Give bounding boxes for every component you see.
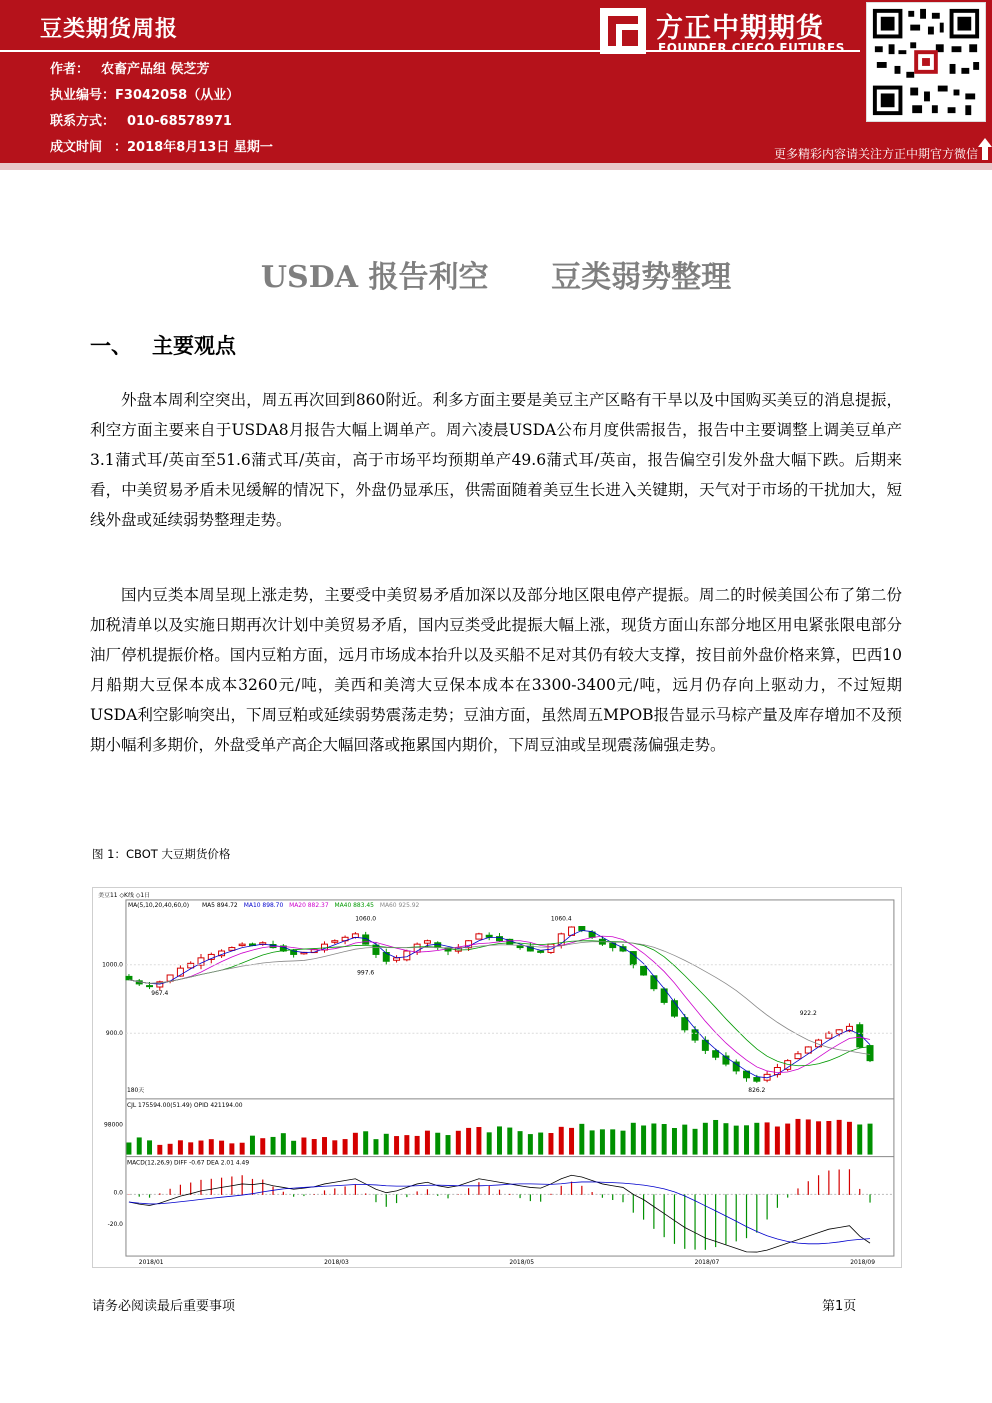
oi-tick-label: 98000 <box>104 1121 123 1129</box>
macd-bar <box>314 1194 315 1195</box>
oi-bar <box>322 1137 327 1155</box>
oi-bar <box>168 1144 173 1155</box>
oi-bar <box>744 1125 749 1154</box>
macd-bar <box>715 1194 716 1247</box>
price-annotation: 826.2 <box>748 1086 766 1094</box>
macd-bar <box>869 1194 870 1202</box>
macd-bar <box>777 1194 778 1207</box>
price-tick-label: 900.0 <box>105 1030 123 1038</box>
meta-date <box>50 136 273 155</box>
macd-bar <box>190 1183 191 1195</box>
macd-bar <box>736 1194 737 1241</box>
macd-bar <box>643 1194 644 1219</box>
candle-body <box>641 966 647 975</box>
price-annotation: 1060.4 <box>550 915 572 923</box>
oi-bar <box>682 1125 687 1155</box>
oi-bar <box>157 1145 162 1155</box>
x-tick-label: 2018/03 <box>324 1259 349 1267</box>
macd-bar <box>849 1169 850 1195</box>
candle-body <box>651 976 657 989</box>
oi-bar <box>487 1132 492 1154</box>
macd-bar <box>571 1182 572 1195</box>
meta-contact <box>50 110 232 129</box>
oi-bar <box>868 1124 873 1155</box>
price-panel-header: 美豆11 ◇K线 ◇1日 <box>98 891 151 899</box>
founder-logo-icon <box>600 8 646 54</box>
candle-body <box>857 1025 863 1047</box>
paragraph-domestic-market: 国内豆类本周呈现上涨走势，主要受中美贸易矛盾加深以及部分地区限电停产提振。周二的时候美国公布了第二份加税清单以及实施日期再次计划中美贸易矛盾，国内豆类受此提振大幅上涨，现货方面山东部分地区用电紧张限电部分油厂停机提振价格。国内豆粕方面，远月市场成本抬升以及买船不足对其仍有较大支撑，按目前外盘价格来算，巴西10月船期大豆保本成本3260元/吨，美西和美湾大豆保本成本在3300-3400元/吨，远月仍存向上驱动力，不过短期USDA利空影响突出，下周豆粕或延续弱势震荡走势；豆油方面，虽然周五MPOB报告显示马棕产量及库存增加不及预期小幅利多期价，外盘受单产高企大幅回落或拖累国内期价，下周豆油或呈现震荡偏强走势。 <box>90 586 902 754</box>
macd-bar <box>344 1186 345 1194</box>
oi-bar <box>610 1129 615 1154</box>
macd-bar <box>818 1175 819 1195</box>
price-tick-label: 1000.0 <box>102 961 123 969</box>
ma-legend-item: MA(5,10,20,40,60,0) <box>127 901 190 909</box>
oi-bar <box>312 1139 317 1155</box>
oi-bar <box>497 1126 502 1154</box>
macd-bar <box>468 1188 469 1195</box>
oi-bar <box>219 1141 224 1155</box>
section-number: 一、 <box>90 334 132 358</box>
oi-bar <box>178 1140 183 1154</box>
candle-body <box>867 1046 873 1061</box>
oi-bar <box>837 1120 842 1155</box>
macd-bar <box>499 1190 500 1195</box>
macd-bar <box>200 1180 201 1195</box>
macd-bar <box>489 1186 490 1195</box>
oi-bar <box>621 1131 626 1155</box>
footer-disclaimer: 请务必阅读最后重要事项 <box>92 1299 236 1314</box>
macd-bar <box>262 1180 263 1195</box>
macd-bar <box>561 1186 562 1195</box>
macd-bar <box>180 1185 181 1195</box>
macd-bar <box>211 1179 212 1195</box>
macd-bar <box>519 1194 520 1198</box>
candle-body <box>476 934 482 939</box>
macd-bar <box>694 1194 695 1249</box>
macd-bar <box>447 1194 448 1198</box>
macd-bar <box>283 1192 284 1195</box>
oi-bar <box>394 1136 399 1155</box>
oi-bar <box>723 1123 728 1154</box>
report-title: USDA 报告利空 豆类弱势整理 <box>260 260 732 295</box>
candle-body <box>754 1078 760 1082</box>
oi-bar <box>240 1143 245 1155</box>
oi-bar <box>693 1129 698 1155</box>
oi-bar <box>281 1133 286 1154</box>
ma-legend-item: MA5 894.72 <box>201 901 238 909</box>
paragraph-external-market: 外盘本周利空突出，周五再次回到860附近。利多方面主要是美豆主产区略有干旱以及中国购买美豆的消息提振，利空方面主要来自于USDA8月报告大幅上调单产。周六凌晨USDA公布月度供需报告，报告中主要调整上调美豆单产3.1蒲式耳/英亩至51.6蒲式耳/英亩，高于市场平均预期单产49.6蒲式耳/英亩，报告偏空引发外盘大幅下跌。后期来看，中美贸易矛盾未见缓解的情况下，外盘仍显承压，供需面随着美豆生长进入关键期，天气对于市场的干扰加大，短线外盘或延续弱势整理走势。 <box>90 391 902 529</box>
candle-body <box>795 1054 801 1059</box>
macd-bar <box>406 1194 407 1197</box>
meta-license-label: 执业编号： <box>50 88 116 103</box>
oi-bar <box>373 1139 378 1154</box>
oi-bar <box>209 1139 214 1154</box>
macd-bar <box>787 1194 788 1197</box>
price-annotation: 922.2 <box>799 1010 817 1018</box>
oi-bar <box>590 1130 595 1154</box>
price-annotation: 967.4 <box>151 990 169 998</box>
footer-page-number: 第1页 <box>822 1299 857 1314</box>
macd-bar <box>839 1170 840 1195</box>
meta-license-value: F3042058（从业） <box>115 88 240 103</box>
x-tick-label: 2018/09 <box>850 1259 875 1267</box>
macd-bar <box>478 1182 479 1195</box>
macd-bar <box>592 1192 593 1195</box>
candle-body <box>682 1018 688 1030</box>
macd-bar <box>252 1179 253 1195</box>
oi-bar <box>785 1124 790 1155</box>
macd-bar <box>396 1194 397 1203</box>
oi-bar <box>404 1135 409 1154</box>
macd-bar <box>324 1190 325 1194</box>
oi-bar <box>559 1127 564 1155</box>
oi-bar <box>816 1121 821 1154</box>
oi-bar <box>857 1124 862 1154</box>
oi-bar <box>651 1123 656 1154</box>
candle-body <box>239 944 245 945</box>
logo-english: FOUNDER CIFCO FUTURES <box>658 41 845 55</box>
ma-legend-item: MA10 898.70 <box>243 901 284 909</box>
meta-author-label: 作者： <box>50 62 90 77</box>
oi-bar <box>806 1119 811 1154</box>
macd-panel-header: MACD(12,26,9) DIFF -0.67 DEA 2.01 4.49 <box>126 1159 250 1167</box>
section-label: 主要观点 <box>152 334 236 358</box>
oi-bar <box>353 1133 358 1155</box>
macd-bar <box>653 1194 654 1228</box>
oi-bar <box>229 1143 234 1154</box>
oi-bar <box>343 1139 348 1155</box>
macd-bar <box>756 1194 757 1232</box>
macd-bar <box>427 1189 428 1195</box>
candle-body <box>332 941 338 943</box>
report-header <box>0 0 992 163</box>
candle-body <box>424 941 430 943</box>
oi-bar <box>415 1136 420 1155</box>
oi-bar <box>271 1137 276 1155</box>
oi-bar <box>384 1134 389 1155</box>
oi-bar <box>446 1135 451 1155</box>
meta-date-value: ：2018年8月13日 星期一 <box>114 140 273 155</box>
header-bottom-band <box>0 163 992 170</box>
bar-count-label: 180天 <box>126 1086 145 1094</box>
candle-body <box>826 1033 832 1038</box>
ma-legend-item: MA60 925.92 <box>379 901 420 909</box>
candle-body <box>147 986 153 987</box>
oi-bar <box>456 1131 461 1155</box>
macd-bar <box>622 1194 623 1202</box>
ma-legend-item: MA20 882.37 <box>289 901 329 909</box>
macd-bar <box>417 1191 418 1194</box>
macd-bar <box>808 1181 809 1195</box>
oi-bar <box>518 1131 523 1154</box>
macd-bar <box>612 1194 613 1200</box>
oi-bar <box>600 1129 605 1154</box>
oi-bar <box>126 1142 131 1154</box>
macd-bar <box>170 1189 171 1195</box>
oi-bar <box>507 1128 512 1155</box>
oi-bar <box>631 1123 636 1155</box>
x-tick-label: 2018/05 <box>509 1259 535 1267</box>
oi-bar <box>754 1123 759 1155</box>
oi-bar <box>137 1137 142 1154</box>
macd-bar <box>859 1189 860 1195</box>
macd-bar <box>159 1193 160 1195</box>
oi-bar <box>425 1131 430 1155</box>
section-heading <box>90 330 236 360</box>
macd-bar <box>293 1194 294 1196</box>
oi-bar <box>199 1141 204 1155</box>
macd-bar <box>530 1194 531 1201</box>
macd-bar <box>664 1194 665 1237</box>
macd-bar <box>828 1171 829 1195</box>
macd-bar <box>303 1194 304 1196</box>
candle-body <box>579 927 585 931</box>
x-tick-label: 2018/07 <box>694 1259 720 1267</box>
macd-bar <box>334 1188 335 1194</box>
oi-bar <box>188 1142 193 1154</box>
cbot-soybean-chart <box>92 887 902 1268</box>
meta-contact-value: 010-68578971 <box>127 114 232 129</box>
macd-bar <box>674 1194 675 1243</box>
oi-bar <box>332 1140 337 1154</box>
oi-bar <box>826 1121 831 1155</box>
oi-bar <box>466 1128 471 1155</box>
macd-bar <box>509 1194 510 1195</box>
macd-bar <box>386 1194 387 1206</box>
oi-bar <box>847 1122 852 1155</box>
macd-bar <box>550 1194 551 1195</box>
macd-bar <box>705 1194 706 1249</box>
oi-bar <box>579 1124 584 1155</box>
meta-date-label: 成文时间 <box>50 140 103 155</box>
oi-bar <box>291 1141 296 1155</box>
macd-bar <box>242 1175 243 1195</box>
oi-bar <box>363 1131 368 1154</box>
macd-bar <box>581 1186 582 1195</box>
macd-bar <box>684 1194 685 1248</box>
oi-bar <box>795 1119 800 1155</box>
meta-author-value: 农畜产品组 侯芝芳 <box>101 62 210 77</box>
macd-bar <box>767 1194 768 1219</box>
ma-legend-item: MA40 883.45 <box>334 901 374 909</box>
oi-bar <box>147 1140 152 1154</box>
arrow-up-icon <box>978 138 992 160</box>
oi-bar <box>765 1122 770 1154</box>
candle-body <box>538 951 544 952</box>
oi-panel-header: CJL 175594.00(51.49) OPID 421194.00 <box>126 1101 243 1109</box>
oi-bar <box>713 1120 718 1155</box>
oi-bar <box>250 1136 255 1155</box>
candle-body <box>774 1067 780 1074</box>
macd-bar <box>375 1194 376 1202</box>
oi-bar <box>734 1126 739 1155</box>
meta-license <box>50 84 239 103</box>
oi-bar <box>672 1128 677 1155</box>
macd-bar <box>355 1184 356 1194</box>
macd-bar <box>725 1194 726 1244</box>
oi-bar <box>260 1138 265 1154</box>
x-tick-label: 2018/01 <box>138 1259 164 1267</box>
macd-bar <box>221 1178 222 1195</box>
oi-bar <box>435 1133 440 1155</box>
oi-bar <box>662 1124 667 1155</box>
candle-body <box>630 952 636 965</box>
report-series-title: 豆类期货周报 <box>40 17 179 42</box>
macd-bar <box>746 1194 747 1238</box>
oi-bar <box>476 1127 481 1155</box>
oi-bar <box>528 1134 533 1155</box>
candle-body <box>713 1051 719 1058</box>
oi-bar <box>548 1133 553 1155</box>
meta-author <box>50 58 210 77</box>
oi-bar <box>538 1133 543 1155</box>
candle-body <box>733 1062 739 1071</box>
macd-tick-label: -20.0 <box>107 1221 123 1229</box>
candle-body <box>126 976 132 979</box>
wechat-qr-code <box>866 2 986 122</box>
macd-bar <box>365 1193 366 1194</box>
macd-bar <box>149 1194 150 1197</box>
figure-caption: 图 1：CBOT 大豆期货价格 <box>92 847 231 861</box>
macd-bar <box>139 1194 140 1196</box>
macd-bar <box>540 1194 541 1201</box>
wechat-follow-note: 更多精彩内容请关注方正中期官方微信 <box>773 147 978 161</box>
oi-bar <box>569 1128 574 1155</box>
macd-bar <box>437 1194 438 1195</box>
logo-chinese: 方正中期期货 <box>656 13 824 44</box>
macd-bar <box>797 1188 798 1194</box>
macd-bar <box>602 1194 603 1197</box>
macd-bar <box>633 1194 634 1212</box>
oi-bar <box>703 1123 708 1155</box>
meta-contact-label: 联系方式： <box>50 114 116 129</box>
price-annotation: 997.6 <box>357 969 375 977</box>
macd-tick-label: 0.0 <box>113 1189 123 1197</box>
price-annotation: 1060.0 <box>355 915 377 923</box>
oi-bar <box>301 1138 306 1155</box>
oi-bar <box>775 1127 780 1155</box>
candle-body <box>517 946 523 948</box>
oi-bar <box>641 1125 646 1154</box>
